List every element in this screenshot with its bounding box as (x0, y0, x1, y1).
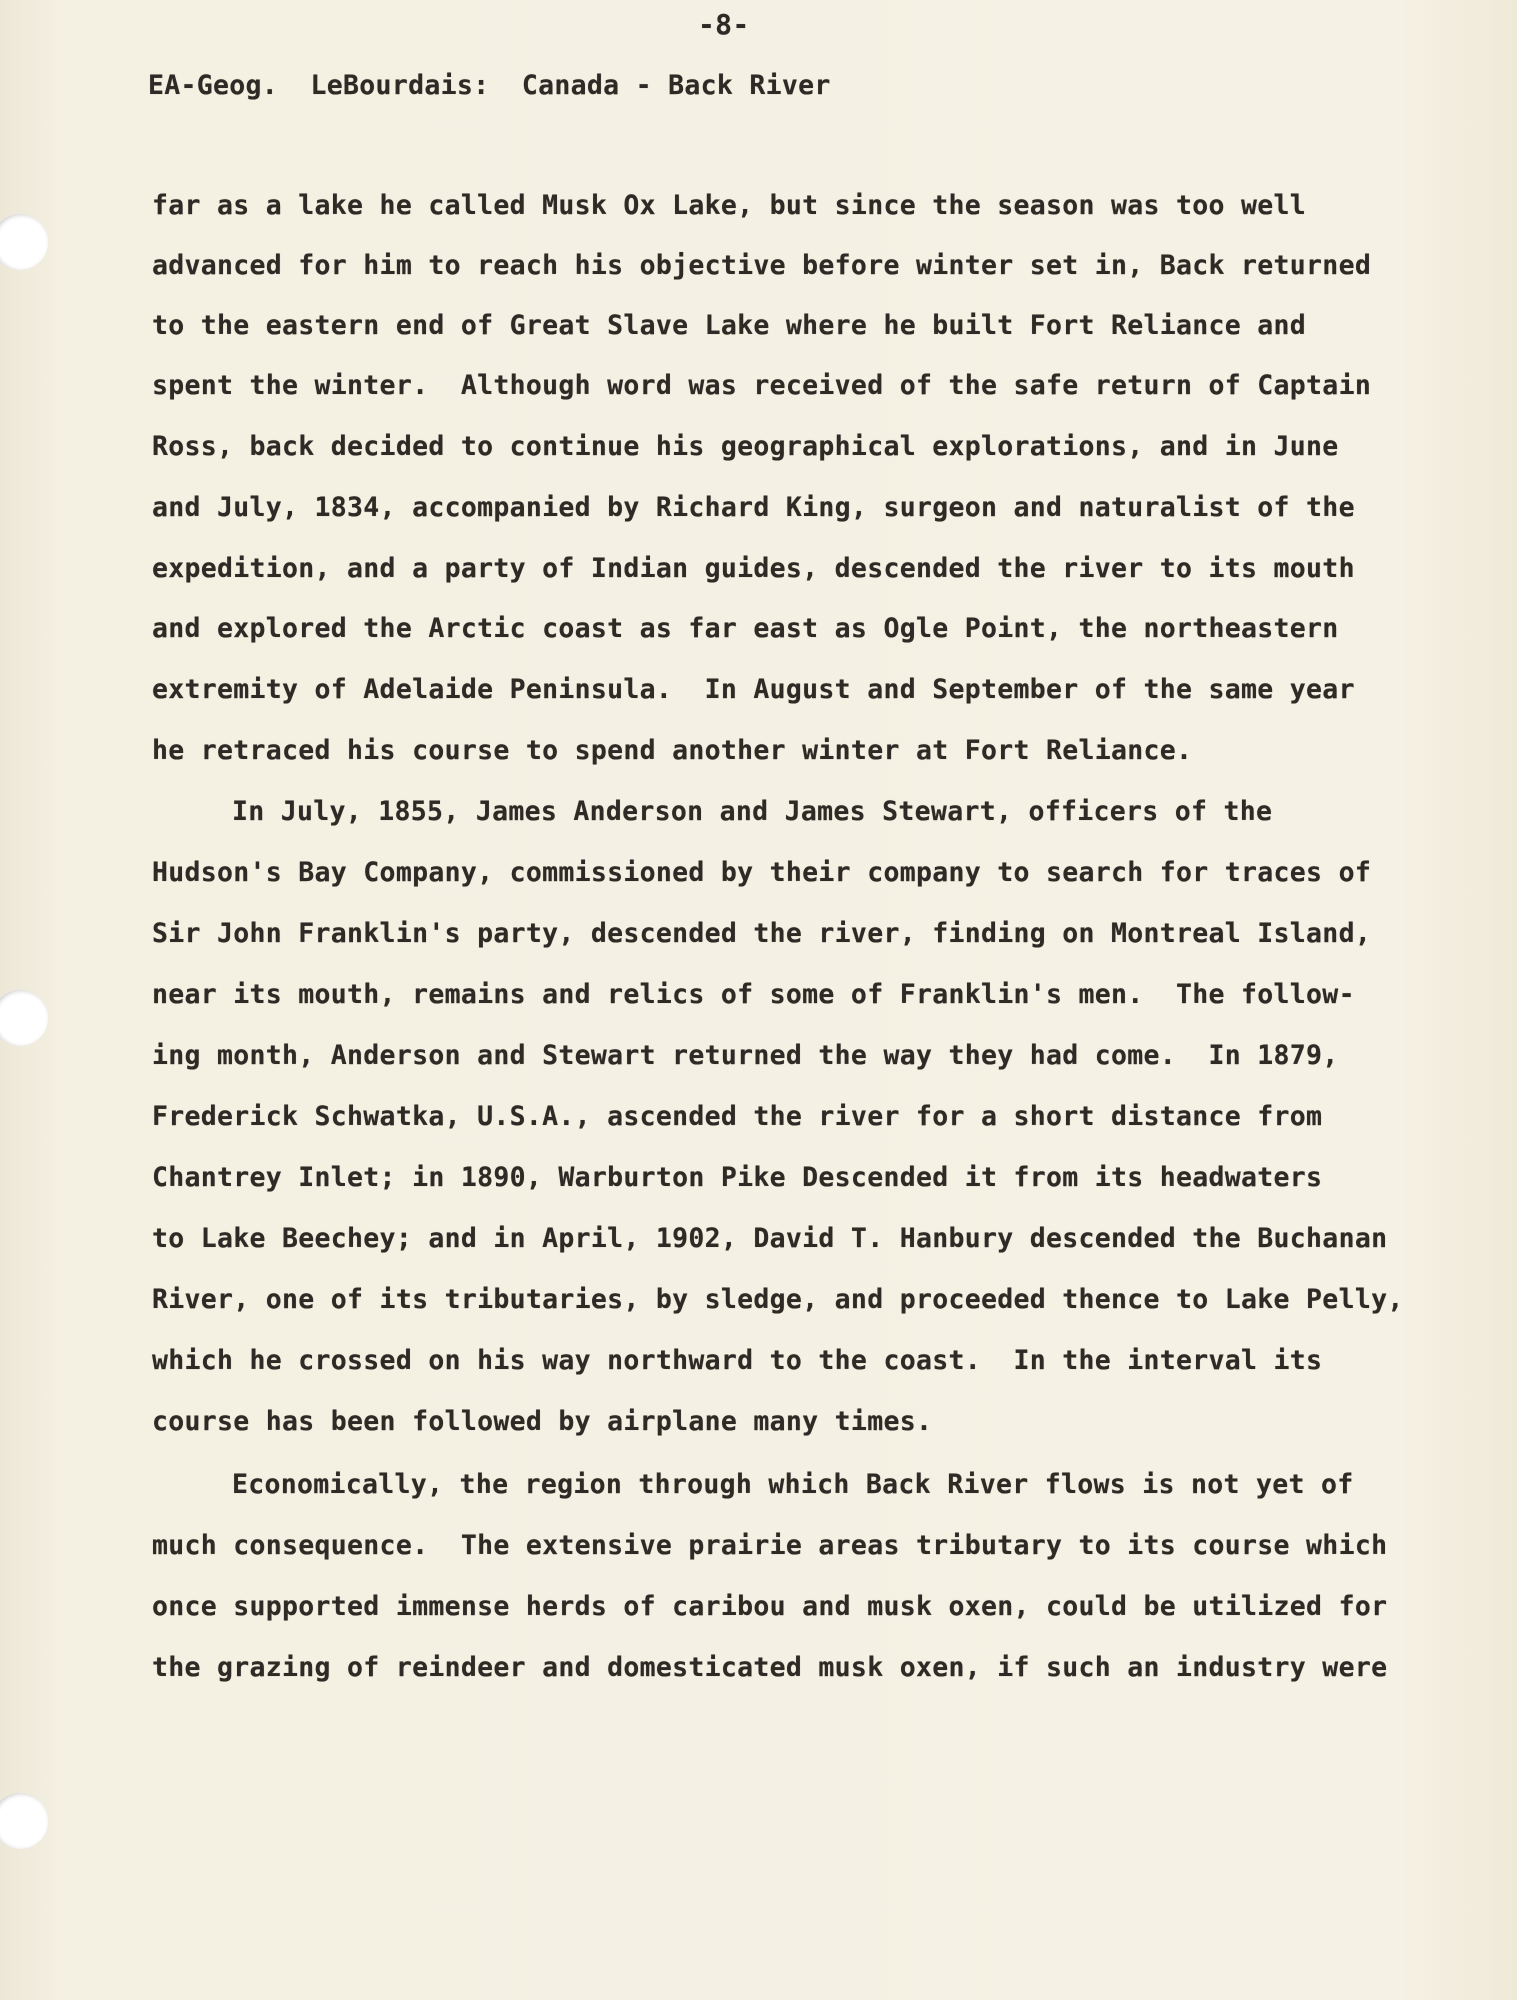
binder-hole (0, 990, 48, 1046)
paragraph-first-line: Economically, the region through which Back River flows is not yet of (232, 1469, 1354, 1500)
text-line: to Lake Beechey; and in April, 1902, David T. Hanbury descended the Buchanan (152, 1223, 1388, 1254)
text-line: River, one of its tributaries, by sledge, and proceeded thence to Lake Pelly, (152, 1284, 1404, 1315)
text-line: and July, 1834, accompanied by Richard King, surgeon and naturalist of the (152, 492, 1355, 523)
text-line: far as a lake he called Musk Ox Lake, but since the season was too well (152, 190, 1307, 221)
document-header: EA-Geog. LeBourdais: Canada - Back River (148, 70, 831, 101)
text-line: course has been followed by airplane many times. (152, 1406, 933, 1437)
binder-hole (0, 1793, 48, 1849)
paragraph-first-line: In July, 1855, James Anderson and James Stewart, officers of the (232, 796, 1273, 827)
text-line: Ross, back decided to continue his geographical explorations, and in June (152, 431, 1339, 462)
page-number: -8- (698, 8, 750, 41)
text-line: Chantrey Inlet; in 1890, Warburton Pike Descended it from its headwaters (152, 1162, 1323, 1193)
text-line: he retraced his course to spend another winter at Fort Reliance. (152, 735, 1193, 766)
text-line: Hudson's Bay Company, commissioned by their company to search for traces of (152, 857, 1372, 888)
text-line: and explored the Arctic coast as far east as Ogle Point, the northeastern (152, 613, 1339, 644)
text-line: to the eastern end of Great Slave Lake where he built Fort Reliance and (152, 310, 1307, 341)
text-line: once supported immense herds of caribou and musk oxen, could be utilized for (152, 1591, 1388, 1622)
text-line: ing month, Anderson and Stewart returned the way they had come. In 1879, (152, 1040, 1339, 1071)
text-line: extremity of Adelaide Peninsula. In August and September of the same year (152, 674, 1355, 705)
text-line: Sir John Franklin's party, descended the river, finding on Montreal Island, (152, 918, 1372, 949)
binder-hole (0, 214, 48, 270)
text-line: advanced for him to reach his objective before winter set in, Back returned (152, 250, 1372, 281)
text-line: much consequence. The extensive prairie areas tributary to its course which (152, 1530, 1388, 1561)
text-line: which he crossed on his way northward to the coast. In the interval its (152, 1345, 1323, 1376)
text-line: near its mouth, remains and relics of some of Franklin's men. The follow- (152, 979, 1355, 1010)
text-line: spent the winter. Although word was received of the safe return of Captain (152, 370, 1372, 401)
text-line: the grazing of reindeer and domesticated musk oxen, if such an industry were (152, 1652, 1388, 1683)
text-line: Frederick Schwatka, U.S.A., ascended the river for a short distance from (152, 1101, 1323, 1132)
text-line: expedition, and a party of Indian guides, descended the river to its mouth (152, 553, 1355, 584)
